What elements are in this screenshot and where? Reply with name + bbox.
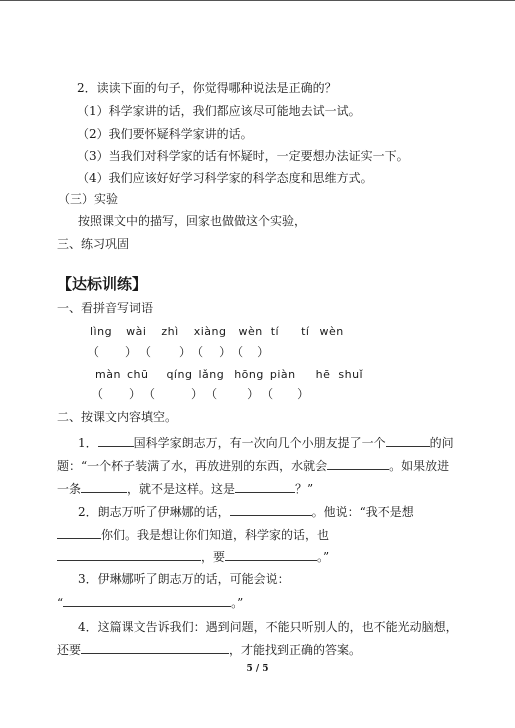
fill-q3-line-2: “ 。” [57, 596, 244, 610]
pinyin-section-title: 一、看拼音写词语 [57, 301, 154, 315]
fill-blank[interactable] [327, 457, 389, 470]
page-top-border [0, 0, 515, 1]
fill-q2-line-3: ，要 。” [57, 548, 329, 565]
fill-blank[interactable] [98, 434, 134, 447]
pinyin-syllable: lìng [90, 325, 113, 338]
fill-blank[interactable] [386, 434, 430, 447]
answer-box[interactable]: （ ） [205, 387, 260, 401]
fill-blank[interactable] [230, 503, 312, 516]
fill-q1-line-3: 一条 ，就不是这样。这是 ？” [57, 482, 314, 496]
answer-box[interactable]: （ ） [139, 345, 192, 359]
fill-q2-line-2: 你们。我是想让你们知道，科学家的话，也 [57, 526, 329, 543]
answer-box[interactable]: （ ） [191, 345, 232, 359]
fill-blank[interactable] [57, 526, 101, 539]
section-experiment-title: （三）实验 [58, 192, 119, 206]
fill-blank[interactable] [81, 641, 229, 654]
pinyin-syllable: tí [301, 325, 310, 338]
pinyin-row-1 [90, 324, 344, 340]
pinyin-syllable: chū [126, 368, 149, 381]
pinyin-syllable: tí [270, 325, 280, 338]
answer-box[interactable]: （ ） [261, 387, 310, 401]
fill-q4-line-2: 还要 ，才能找到正确的答案。 [57, 643, 362, 657]
pinyin-syllable: lǎng [198, 368, 225, 381]
fill-blank[interactable] [63, 594, 231, 607]
fill-q1-line-2: 题：“一个杯子装满了水，再放进别的东西，水就会 。如果放进 [57, 459, 450, 473]
pinyin-syllable: hē [315, 368, 331, 381]
fill-blank[interactable] [225, 548, 317, 561]
answer-box-row-2 [91, 386, 309, 402]
page-number: 5 / 5 [246, 664, 269, 674]
fill-q1-line-1: 1． 国科学家朗志万，有一次向几个小朋友提了一个 的问 [78, 436, 454, 450]
answer-box[interactable]: （ ） [87, 345, 138, 359]
q2-option-3: （3）当我们对科学家的话有怀疑时，一定要想办法证实一下。 [77, 149, 409, 163]
pinyin-syllable: màn [95, 368, 121, 381]
pinyin-syllable: wèn [319, 325, 344, 338]
pinyin-syllable: qíng [166, 368, 193, 381]
fill-blank[interactable] [57, 548, 201, 561]
pinyin-row-2 [95, 367, 363, 383]
part-3-title: 三、练习巩固 [57, 237, 130, 251]
fill-blank[interactable] [81, 480, 127, 493]
answer-box-row-1 [87, 344, 269, 360]
fill-q3-line-1: 3．伊琳娜听了朗志万的话，可能会说： [78, 572, 290, 586]
answer-box[interactable]: （ ） [91, 387, 142, 401]
fill-q4-line-1: 4．这篇课文告诉我们：遇到问题，不能只听别人的，也不能光动脑想， [78, 620, 458, 634]
fill-section-title: 二、按课文内容填空。 [57, 410, 178, 424]
training-heading: 【达标训练】 [57, 275, 148, 293]
q2-option-1: （1）科学家讲的话，我们都应该尽可能地去试一试。 [77, 104, 361, 118]
answer-box[interactable]: （ ） [143, 387, 204, 401]
fill-blank[interactable] [235, 480, 295, 493]
pinyin-syllable: zhì [161, 325, 179, 338]
pinyin-syllable: wài [126, 325, 147, 338]
q2-option-4: （4）我们应该好好学习科学家的科学态度和思维方式。 [77, 171, 373, 185]
answer-box[interactable]: （ ） [231, 345, 270, 359]
question-2-title: 2．读读下面的句子，你觉得哪种说法是正确的？ [77, 81, 337, 95]
pinyin-syllable: xiàng [193, 325, 227, 338]
q2-option-2: （2）我们要怀疑科学家讲的话。 [77, 127, 253, 141]
fill-q2-line-1: 2．朗志万听了伊琳娜的话， 。他说：“我不是想 [78, 505, 414, 519]
pinyin-syllable: wèn [238, 325, 263, 338]
section-experiment-text: 按照课文中的描写，回家也做做这个实验， [78, 214, 307, 228]
pinyin-syllable: shuǐ [338, 368, 364, 381]
pinyin-syllable: hōng [234, 368, 264, 381]
pinyin-syllable: piàn [269, 368, 296, 381]
